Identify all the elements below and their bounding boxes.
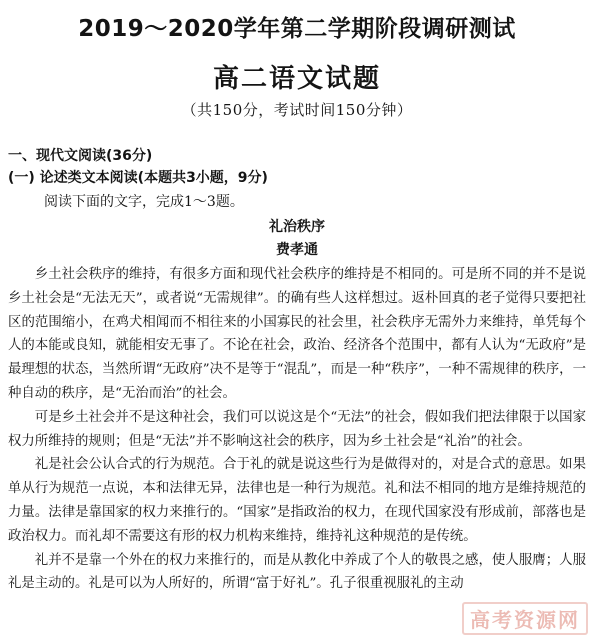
reading-instruction: 阅读下面的文字，完成1～3题。 <box>44 194 244 210</box>
exam-title: 2019～2020学年第二学期阶段调研测试 <box>78 16 516 42</box>
paragraph-3: 礼是社会公认合式的行为规范。合于礼的就是说这些行为是做得对的，对是合式的意思。如果单从行为规范一点说，本和法律无异，法律也是一种行为规范。礼和法不相同的地方是维持规范的力量。法律是靠国家的权力来推行的。“国家”是指政治的权力，在现代国家没有形成前，部落也是政治权力。而礼却不需要这有形的权力机构来维持，维持礼这种规范的是传统。 <box>8 457 586 544</box>
article-author: 费孝通 <box>276 242 318 258</box>
paragraph-1: 乡土社会秩序的维持，有很多方面和现代社会秩序的维持是不相同的。可是所不同的并不是说乡土社会是“无法无天”，或者说“无需规律”。的确有些人这样想过。返朴回真的老子觉得只要把社区的范围缩小，在鸡犬相闻而不相往来的小国寡民的社会里，社会秩序无需外力来维持，单凭每个人的本能或良知，就能相安无事了。不论在社会，政治、经济各个范围中，都有人认为“无政府”是最理想的状态，当然所谓“无政府”决不是等于“混乱”，而是一种“秩序”，一种不需规律的秩序，一种自动的秩序，是“无治而治”的社会。 <box>8 267 586 401</box>
paragraph-4: 礼并不是靠一个外在的权力来推行的，而是从教化中养成了个人的敬畏之感，使人服膺；人服礼是主动的。礼是可以为人所好的，所谓“富于好礼”。孔子很重视服礼的主动 <box>8 552 586 592</box>
exam-note: （共150分，考试时间150分钟） <box>181 101 413 119</box>
article-title: 礼治秩序 <box>269 219 325 235</box>
paragraph-2: 可是乡土社会并不是这种社会，我们可以说这是个“无法”的社会，假如我们把法律限于以国家权力所维持的规则；但是“无法”并不影响这社会的秩序，因为乡土社会是“礼治”的社会。 <box>8 409 586 449</box>
article-body <box>8 263 586 596</box>
subsection-heading: (一) 论述类文本阅读(本题共3小题，9分) <box>8 170 268 186</box>
exam-subtitle: 高二语文试题 <box>212 64 381 94</box>
watermark-logo: 高考资源网 <box>462 602 588 635</box>
section-heading: 一、现代文阅读(36分) <box>8 148 153 164</box>
